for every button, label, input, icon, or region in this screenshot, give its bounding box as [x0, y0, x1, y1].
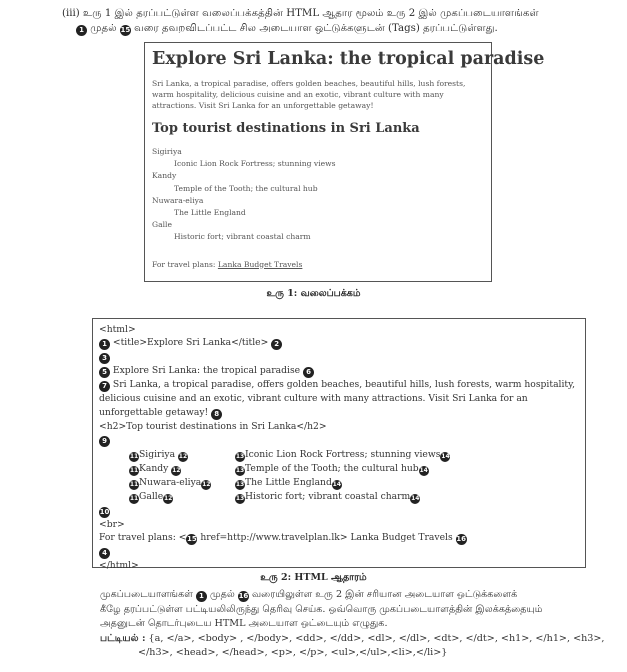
- marker-1-icon: 1: [76, 25, 87, 36]
- marker-12-icon: 12: [202, 480, 211, 488]
- marker-13-icon: 13: [235, 452, 245, 460]
- marker-10-icon: 10: [99, 507, 110, 516]
- intro-to-text: வரை தவறவிடப்பட்ட சில அடையாள ஒட்டுக்களுடன் (Tags) தரப்பட்டுள்ளது.: [134, 23, 498, 34]
- marker-1-icon: 1: [99, 339, 110, 350]
- marker-14-icon: 14: [411, 494, 420, 502]
- marker-2-icon: 2: [271, 339, 282, 350]
- dest-term: Nuwara-eliya: [152, 195, 204, 205]
- intro-line-2: [62, 21, 610, 36]
- webpage-paragraph: Sri Lanka, a tropical paradise, offers golden beaches, beautiful hills, lush forests, warm hospitality, delicious cuisine and an exotic, vibrant culture with many attractions. Visit Sri Lanka for an unforgettable getaway!: [152, 79, 466, 110]
- marker-14-icon: 14: [441, 452, 450, 460]
- figure2-html-source: [92, 318, 586, 572]
- marker-12-icon: 12: [172, 466, 181, 474]
- webpage-destination-list: [152, 146, 484, 244]
- source-definition-rows: [99, 448, 579, 504]
- source-line-h1: [99, 364, 579, 378]
- travel-code-a: For travel plans: <: [99, 532, 187, 544]
- travel-code-b: href=http://www.travelplan.lk> Lanka Budget Travels: [200, 532, 453, 544]
- intro-from-text: முதல்: [90, 23, 117, 34]
- travel-link[interactable]: Lanka Budget Travels: [217, 259, 303, 269]
- marker-13-icon: 13: [235, 494, 245, 502]
- marker-11-icon: 11: [129, 452, 139, 460]
- figure1-webpage: [144, 42, 545, 282]
- marker-5-icon: 5: [99, 367, 110, 378]
- dest-term: Sigiriya: [152, 147, 182, 156]
- source-line-h2: <h2>Top tourist destinations in Sri Lanka</h2>: [99, 420, 327, 432]
- row-term: Kandy: [139, 462, 169, 474]
- marker-11-icon: 11: [129, 494, 139, 502]
- source-line-travel: [99, 531, 579, 545]
- paragraph-code: Sri Lanka, a tropical paradise, offers golden beaches, beautiful hills, lush forests, warm hospitality, delicious cuisine and an exotic, vibrant culture with many attractions. Visit Sri Lanka for an unforgettable getaway!: [99, 379, 576, 418]
- marker-16-icon: 16: [238, 592, 249, 600]
- source-line-9: [99, 433, 579, 447]
- marker-15-icon: 15: [120, 26, 131, 34]
- webpage-heading1: Explore Sri Lanka: the tropical paradise: [152, 49, 545, 69]
- source-def-row: [99, 476, 579, 490]
- instr-text-c: வரையிலுள்ள உரு 2 இன் சரியான அடையாள ஒட்டுக்களைக்: [252, 589, 518, 600]
- marker-6-icon: 6: [303, 367, 314, 378]
- source-line-end-html: </html>: [99, 560, 139, 572]
- source-line-br: <br>: [99, 518, 125, 530]
- instructions-line-2: கீழே தரப்பட்டுள்ள பட்டியலிலிருந்து தெரிவு செய்க. ஒவ்வொரு முகப்படையாளத்தின் இலக்கத்தையும்: [100, 603, 543, 615]
- marker-11-icon: 11: [129, 466, 139, 474]
- figure1-caption: உரு 1: வலைப்பக்கம்: [266, 288, 361, 299]
- dest-desc: The Little England: [174, 208, 246, 218]
- marker-1-icon: 1: [196, 591, 207, 602]
- instructions: [100, 588, 610, 661]
- instr-text-b: முதல்: [210, 589, 235, 600]
- marker-9-icon: 9: [99, 436, 110, 447]
- h1-code: Explore Sri Lanka: the tropical paradise: [112, 365, 301, 377]
- marker-13-icon: 13: [235, 480, 245, 488]
- list-line-2: </h3>, <head>, </head>, <p>, </p>, <ul>,</ul>,<li>,</li>}: [138, 647, 448, 658]
- footer-prefix: For travel plans:: [152, 259, 216, 269]
- source-line-paragraph: [99, 378, 579, 419]
- marker-13-icon: 13: [235, 466, 245, 474]
- row-desc: The Little England: [245, 476, 332, 488]
- dest-desc: Historic fort; vibrant coastal charm: [174, 232, 311, 242]
- dest-desc: Temple of the Tooth; the cultural hub: [174, 183, 318, 193]
- title-code: <title>Explore Sri Lanka</title>: [112, 337, 269, 349]
- webpage-heading2: Top tourist destinations in Sri Lanka: [152, 121, 420, 136]
- tag-list: [100, 632, 610, 647]
- webpage-footer: [152, 260, 484, 269]
- source-line-4: [99, 545, 579, 559]
- marker-14-icon: 14: [332, 480, 342, 488]
- row-desc: Temple of the Tooth; the cultural hub: [245, 462, 419, 474]
- list-label: பட்டியல் :: [100, 632, 146, 644]
- instr-text-a: முகப்படையாளங்கள்: [100, 589, 193, 600]
- row-desc: Iconic Lion Rock Fortress; stunning views: [245, 448, 441, 460]
- marker-12-icon: 12: [163, 494, 173, 502]
- source-line-html: <html>: [99, 324, 136, 335]
- marker-16-icon: 16: [456, 535, 466, 544]
- row-term: Sigiriya: [139, 448, 176, 460]
- marker-14-icon: 14: [419, 466, 428, 474]
- dest-term: Kandy: [152, 171, 177, 181]
- row-term: Galle: [139, 490, 164, 502]
- marker-7-icon: 7: [99, 381, 110, 392]
- intro-line-1: (iii) உரு 1 இல் தரப்பட்டுள்ள வலைப்பக்கத்தின் HTML ஆதார மூலம் உரு 2 இல் முகப்படையாளங்கள்: [62, 8, 539, 19]
- list-line-1: {a, </a>, <body> , </body>, <dd>, </dd>, <dl>, </dl>, <dt>, </dt>, <h1>, </h1>, <h3>,: [148, 632, 605, 644]
- question-intro: [62, 6, 610, 36]
- figure2-caption: உரு 2: HTML ஆதாரம்: [260, 572, 367, 583]
- marker-15-icon: 15: [187, 535, 197, 544]
- source-line-3: [99, 350, 579, 364]
- instructions-line-3: அதனுடன் தொடர்புடைய HTML அடையாள ஒட்டையும் எழுதுக.: [100, 618, 388, 629]
- marker-8-icon: 8: [211, 409, 222, 420]
- source-line-title: [99, 336, 579, 350]
- source-line-10: [99, 504, 579, 518]
- marker-3-icon: 3: [99, 353, 110, 364]
- row-term: Nuwara-eliya: [139, 476, 202, 488]
- instructions-line-1: [100, 588, 610, 603]
- marker-12-icon: 12: [178, 452, 188, 460]
- marker-4-icon: 4: [99, 548, 110, 559]
- row-desc: Historic fort; vibrant coastal charm: [245, 490, 411, 502]
- dest-term: Galle: [152, 220, 172, 230]
- marker-11-icon: 11: [129, 480, 139, 488]
- source-def-row: [99, 448, 579, 462]
- source-def-row: [99, 462, 579, 476]
- source-def-row: [99, 490, 579, 504]
- dest-desc: Iconic Lion Rock Fortress; stunning views: [174, 159, 336, 169]
